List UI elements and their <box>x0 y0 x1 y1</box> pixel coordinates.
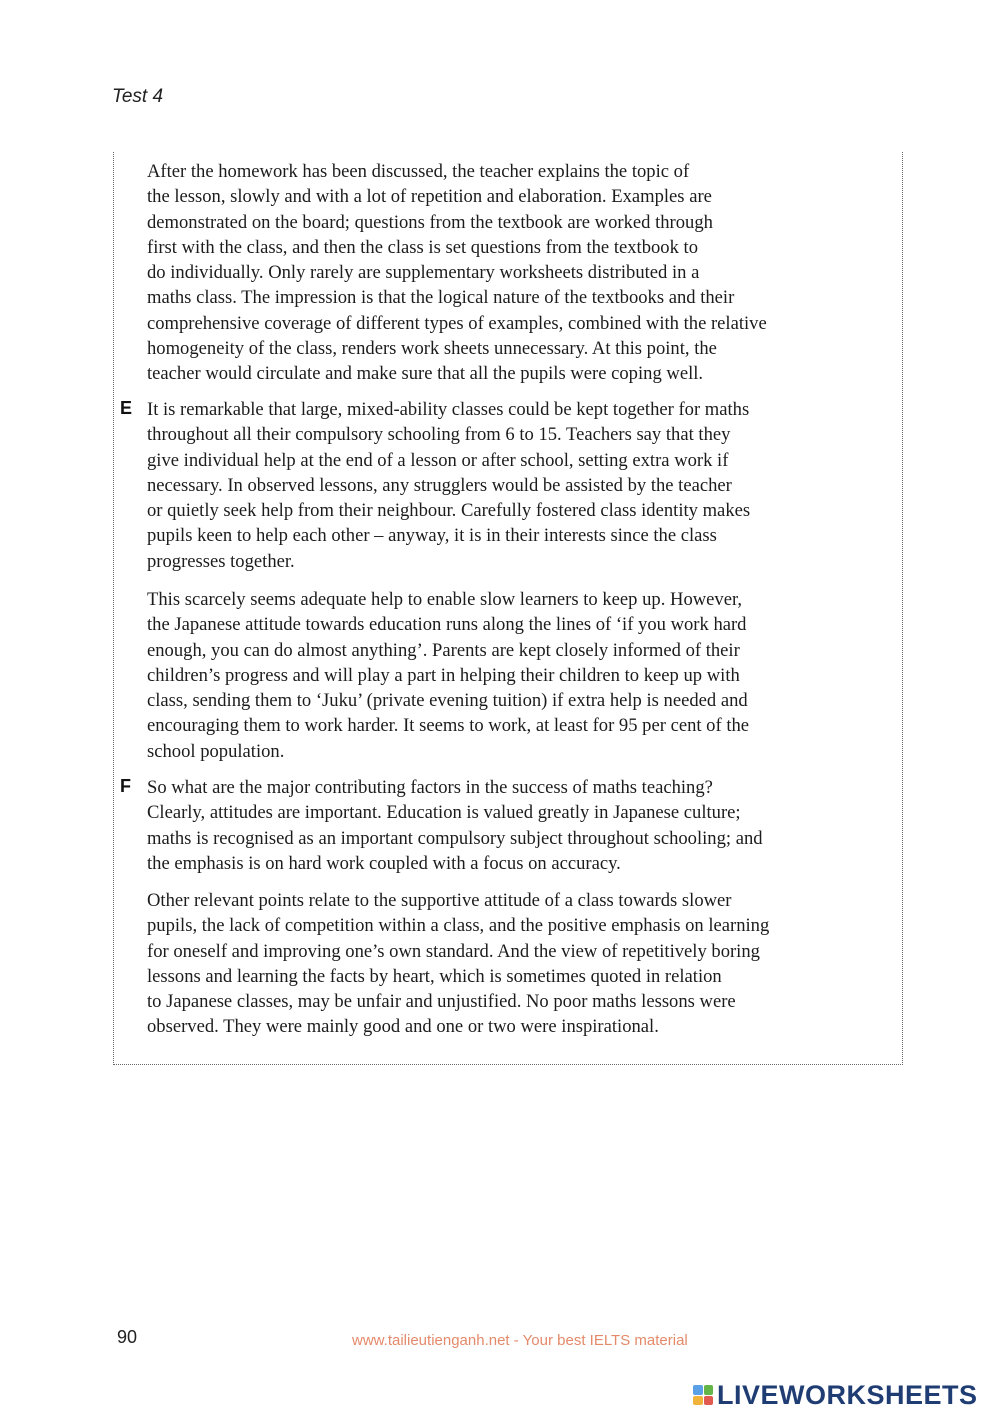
text-line: After the homework has been discussed, the teacher explains the topic of <box>147 161 690 182</box>
text-line: teacher would circulate and make sure that all the pupils were coping well. <box>147 363 704 385</box>
text-line: comprehensive coverage of different types of examples, combined with the relative <box>147 312 767 334</box>
text-line: class, sending them to ‘Juku’ (private evening tuition) if extra help is needed and <box>147 690 748 712</box>
text-line: the emphasis is on hard work coupled with a focus on accuracy. <box>147 852 621 874</box>
text-line: enough, you can do almost anything’. Parents are kept closely informed of their <box>147 639 740 661</box>
text-line: So what are the major contributing factors in the success of maths teaching? <box>147 777 713 798</box>
paragraph-f-2 <box>147 888 897 1040</box>
paragraph-f-1 <box>147 775 897 876</box>
text-line: necessary. In observed lessons, any strugglers would be assisted by the teacher <box>147 474 732 496</box>
text-line: lessons and learning the facts by heart, which is sometimes quoted in relation <box>147 965 722 987</box>
text-line: the Japanese attitude towards education runs along the lines of ‘if you work hard <box>147 614 747 636</box>
text-line: do individually. Only rarely are supplementary worksheets distributed in a <box>147 262 700 284</box>
text-line: pupils keen to help each other – anyway, it is in their interests since the class <box>147 525 717 547</box>
test-label: Test 4 <box>112 86 164 107</box>
text-line: maths is recognised as an important compulsory subject throughout schooling; and <box>147 827 763 849</box>
brand-name: LIVEWORKSHEETS <box>717 1379 978 1410</box>
section-letter-e: E <box>120 398 133 418</box>
text-line: observed. They were mainly good and one or two were inspirational. <box>147 1016 659 1038</box>
text-line: Clearly, attitudes are important. Education is valued greatly in Japanese culture; <box>147 802 741 824</box>
text-line: to Japanese classes, may be unfair and unjustified. No poor maths lessons were <box>147 991 736 1013</box>
text-line: school population. <box>147 740 285 762</box>
text-line: This scarcely seems adequate help to enable slow learners to keep up. However, <box>147 589 743 610</box>
text-line: throughout all their compulsory schooling from 6 to 15. Teachers say that they <box>147 424 731 446</box>
text-line: for oneself and improving one’s own standard. And the view of repetitively boring <box>147 940 760 962</box>
liveworksheets-brand[interactable] <box>693 1379 978 1410</box>
text-line: maths class. The impression is that the logical nature of the textbooks and their <box>147 287 735 309</box>
text-line: or quietly seek help from their neighbour. Carefully fostered class identity makes <box>147 500 751 522</box>
text-line: pupils, the lack of competition within a class, and the positive emphasis on learning <box>147 915 770 937</box>
text-line: the lesson, slowly and with a lot of repetition and elaboration. Examples are <box>147 186 712 208</box>
source-link[interactable]: www.tailieutienganh.net - Your best IELTS material <box>352 1332 688 1349</box>
section-letter-f: F <box>120 776 131 796</box>
text-line: children’s progress and will play a part in helping their children to keep up with <box>147 664 740 686</box>
text-line: encouraging them to work harder. It seems to work, at least for 95 per cent of the <box>147 715 750 737</box>
text-line: Other relevant points relate to the supportive attitude of a class towards slower <box>147 890 732 911</box>
paragraph-e-2 <box>147 587 897 764</box>
text-line: give individual help at the end of a lesson or after school, setting extra work if <box>147 449 729 471</box>
page-number: 90 <box>117 1327 138 1347</box>
text-line: demonstrated on the board; questions from the textbook are worked through <box>147 211 713 233</box>
paragraph-e-1 <box>147 397 897 574</box>
text-line: homogeneity of the class, renders work sheets unnecessary. At this point, the <box>147 338 717 360</box>
paragraph-d-continued <box>147 159 897 387</box>
text-line: first with the class, and then the class is set questions from the textbook to <box>147 236 699 258</box>
text-line: It is remarkable that large, mixed-ability classes could be kept together for maths <box>147 399 750 420</box>
text-line: progresses together. <box>147 550 295 572</box>
liveworksheets-logo-icon <box>693 1385 713 1405</box>
